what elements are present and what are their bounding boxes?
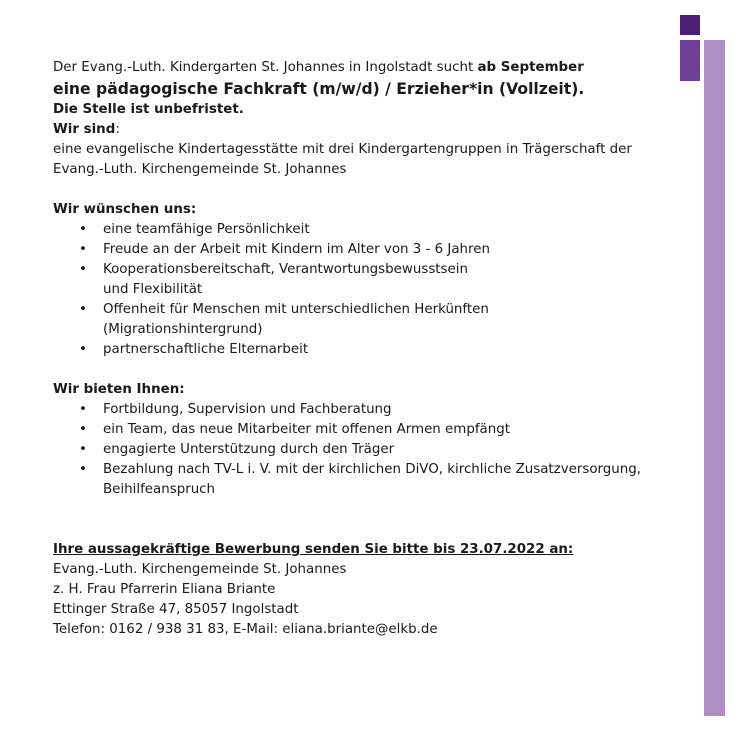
contact-line: Telefon: 0162 / 938 31 83, E-Mail: eliana.briante@elkb.de [53,622,438,637]
list-item [53,460,653,500]
decor-square-dark [680,15,700,35]
list-item [53,240,653,260]
intro-start-date: ab September [477,60,584,75]
bullet-icon: • [79,402,87,417]
permanent-note: Die Stelle ist unbefristet. [53,102,244,117]
list-item-text: Kooperationsbereitschaft, Verantwortungsbewusstsein und Flexibilität [103,262,468,297]
bullet-icon: • [79,442,87,457]
section-wir-bieten [53,380,653,500]
list-item-text: partnerschaftliche Elternarbeit [103,342,309,357]
list-item [53,300,653,340]
section-wir-wuenschen [53,200,653,360]
decor-square-medium [680,40,700,81]
address-line: Ettinger Straße 47, 85057 Ingolstadt [53,602,299,617]
list-item [53,340,653,360]
wir-bieten-heading: Wir bieten Ihnen: [53,382,185,397]
list-item-text: eine teamfähige Persönlichkeit [103,222,310,237]
section-application [53,540,653,640]
decor-side-bar [704,40,725,716]
intro-line [53,58,653,78]
list-item-text: engagierte Unterstützung durch den Träger [103,442,395,457]
list-item [53,260,653,300]
list-item [53,220,653,240]
wir-sind-heading: Wir sind [53,122,116,137]
list-item-text: ein Team, das neue Mitarbeiter mit offenen Armen empfängt [103,422,510,437]
list-item-text: Fortbildung, Supervision und Fachberatung [103,402,392,417]
bullet-icon: • [79,222,87,237]
bullet-icon: • [79,422,87,437]
list-item [53,440,653,460]
intro-text: Der Evang.-Luth. Kindergarten St. Johannes in Ingolstadt sucht [53,60,478,75]
wir-wuenschen-heading: Wir wünschen uns: [53,202,197,217]
bullet-icon: • [79,242,87,257]
application-heading: Ihre aussagekräftige Bewerbung senden Sie bitte bis 23.07.2022 an: [53,542,574,557]
wir-bieten-list [53,400,653,500]
bullet-icon: • [79,302,87,317]
section-wir-sind [53,120,653,180]
list-item-text: Freude an der Arbeit mit Kindern im Alter von 3 - 6 Jahren [103,242,490,257]
job-posting [53,58,653,640]
spacer [53,520,653,540]
list-item [53,420,653,440]
wir-sind-heading-line [53,120,653,140]
list-item-text: Bezahlung nach TV-L i. V. mit der kirchlichen DiVO, kirchliche Zusatzversorgung, Beihilfeanspruch [103,462,642,497]
bullet-icon: • [79,462,87,477]
list-item-text: Offenheit für Menschen mit unterschiedlichen Herkünften (Migrationshintergrund) [103,302,489,337]
list-item [53,400,653,420]
bullet-icon: • [79,262,87,277]
bullet-icon: • [79,342,87,357]
job-title: eine pädagogische Fachkraft (m/w/d) / Erzieher*in (Vollzeit). [53,80,585,98]
address-line: Evang.-Luth. Kirchengemeinde St. Johannes [53,562,347,577]
address-line: z. H. Frau Pfarrerin Eliana Briante [53,582,276,597]
wir-sind-colon: : [115,122,120,137]
wir-sind-text: eine evangelische Kindertagesstätte mit drei Kindergartengruppen in Trägerschaft der Evang.-Luth. Kirchengemeinde St. Johannes [53,142,632,177]
wir-wuenschen-list [53,220,653,360]
